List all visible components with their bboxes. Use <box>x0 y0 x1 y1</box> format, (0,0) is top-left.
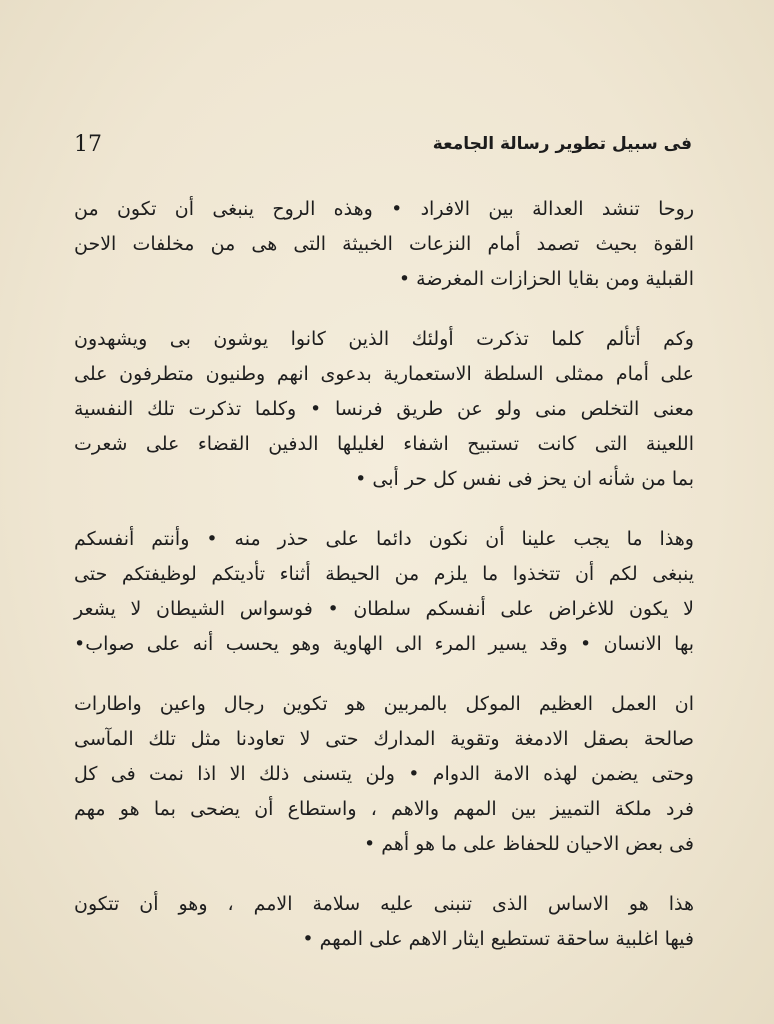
text-line: القبلية ومن بقايا الحزازات المغرضة • <box>398 268 694 290</box>
page-header <box>74 128 692 168</box>
text-line: وحتى يضمن لهذه الامة الدوام • ولن يتسنى ذلك الا اذا نمت فى كل <box>74 763 694 785</box>
text-line: فى بعض الاحيان للحفاظ على ما هو أهم • <box>363 833 694 855</box>
text-line: روحا تنشد العدالة بين الافراد • وهذه الروح ينبغى أن تكون من <box>74 198 694 220</box>
text-line: فرد ملكة التمييز بين المهم والاهم ، واستطاع أن يضحى بما هو مهم <box>74 798 694 820</box>
text-line: القوة بحيث تصمد أمام النزعات الخبيثة التى هى من مخلفات الاحن <box>74 233 694 255</box>
text-line: صالحة بصقل الادمغة وتقوية المدارك حتى لا تعاودنا مثل تلك المآسى <box>74 728 694 750</box>
paragraph-5 <box>74 887 694 957</box>
page-number: 17 <box>74 132 102 157</box>
text-line: هذا هو الاساس الذى تنبنى عليه سلامة الامم ، وهو أن تتكون <box>74 893 694 915</box>
paragraph-4 <box>74 687 694 862</box>
text-line: بما من شأنه ان يحز فى نفس كل حر أبى • <box>355 468 694 490</box>
text-line: ان العمل العظيم الموكل بالمربين هو تكوين رجال واعين واطارات <box>74 693 694 715</box>
text-line: ينبغى لكم أن تتخذوا ما يلزم من الحيطة أثناء تأديتكم لوظيفتكم حتى <box>74 563 694 585</box>
running-title: فى سبيل تطوير رسالة الجامعة <box>432 134 692 154</box>
text-line: اللعينة التى كانت تستبيح اشفاء لغليلها الدفين القضاء على شعرت <box>74 433 694 455</box>
text-line: لا يكون للاغراض على أنفسكم سلطان • فوسواس الشيطان لا يشعر <box>74 598 694 620</box>
text-line: بها الانسان • وقد يسير المرء الى الهاوية وهو يحسب أنه على صواب• <box>74 633 694 655</box>
body-text <box>74 192 694 982</box>
paragraph-2 <box>74 322 694 497</box>
text-line: وكم أتألم كلما تذكرت أولئك الذين كانوا يوشون بى ويشهدون <box>74 328 694 350</box>
text-line: على أمام ممثلى السلطة الاستعمارية بدعوى انهم وطنيون متطرفون على <box>74 363 694 385</box>
text-line: فيها اغلبية ساحقة تستطيع ايثار الاهم على المهم • <box>302 928 694 950</box>
text-line: معنى التخلص منى ولو عن طريق فرنسا • وكلما تذكرت تلك النفسية <box>74 398 694 420</box>
text-line: وهذا ما يجب علينا أن نكون دائما على حذر منه • وأنتم أنفسكم <box>74 528 694 550</box>
paragraph-1 <box>74 192 694 297</box>
paragraph-3 <box>74 522 694 662</box>
